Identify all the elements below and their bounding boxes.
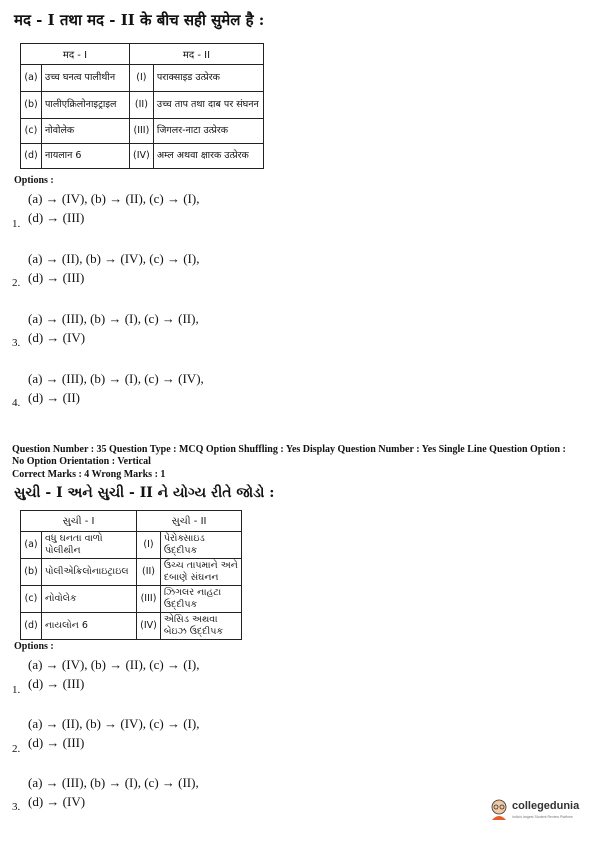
q2-match-table [20,510,242,640]
q2-option-2-line2[interactable]: (d) → (III) [28,735,85,750]
q1-option-4-line1[interactable]: (a) → (III), (b) → (I), (c) → (IV), [28,371,204,386]
q1-option-2-line2[interactable]: (d) → (III) [28,270,85,285]
collegedunia-logo [488,796,590,826]
q2-option-3-line1[interactable]: (a) → (III), (b) → (I), (c) → (II), [28,775,199,790]
q1-option-4-number: 4. [12,397,21,409]
q2-option-1-line1[interactable]: (a) → (IV), (b) → (II), (c) → (I), [28,657,200,672]
q2-col2-header: સુચી - II [137,511,242,532]
q1-option-1-line2[interactable]: (d) → (III) [28,210,85,225]
q1-option-3-line1[interactable]: (a) → (III), (b) → (I), (c) → (II), [28,311,199,326]
logo-tagline: India's largest Student Review Platform [512,815,573,819]
q1-option-3-number: 3. [12,337,21,349]
q1-option-2-line1[interactable]: (a) → (II), (b) → (IV), (c) → (I), [28,251,200,266]
q2-meta-line3: Correct Marks : 4 Wrong Marks : 1 [12,469,166,480]
q2-option-2-line1[interactable]: (a) → (II), (b) → (IV), (c) → (I), [28,716,200,731]
q2-heading: સુચી - I અને સુચી - II ને યોગ્ય રીતે જોડો : [14,485,275,501]
q2-option-3-number: 3. [12,801,21,813]
table-row: (a) વધુ ઘનતા વાળો પોલીથીન (I) પેરોક્સાઇડ ઉદ્દીપક [21,532,242,559]
q1-col2-header: मद - II [129,44,263,65]
table-row: (c) नोवोलेक (III) जिगलर-नाटा उत्प्रेरक [21,119,264,144]
q1-heading: मद - I तथा मद - II के बीच सही सुमेल है : [14,11,265,29]
q2-option-1-number: 1. [12,684,21,696]
table-row: (a) उच्च घनत्व पालीथीन (I) पराक्साइड उत्प्रेरक [21,65,264,92]
q2-option-1-line2[interactable]: (d) → (III) [28,676,85,691]
q1-option-3-line2[interactable]: (d) → (IV) [28,330,86,345]
q1-option-1-number: 1. [12,218,21,230]
q2-option-3-line2[interactable]: (d) → (IV) [28,794,86,809]
q2-col1-header: સુચી - I [21,511,137,532]
q1-col1-header: मद - I [21,44,130,65]
table-row: (c) નોવોલેક (III) ઝિગલર નાહટા ઉદ્દીપક [21,586,242,613]
q1-options-label: Options : [14,175,54,186]
logo-text: collegedunia [512,800,580,812]
table-row: (b) પોલીએક્રિલોનાઇટ્રાઇલ (II) ઉચ્ચ તાપમાને અને દબાણે સંઘનન [21,559,242,586]
mascot-icon [488,798,510,822]
q2-meta-line1: Question Number : 35 Question Type : MCQ Option Shuffling : Yes Display Question Number : Yes Single Line Question Option : [12,444,566,455]
q1-option-4-line2[interactable]: (d) → (II) [28,390,80,405]
q2-options-label: Options : [14,641,54,652]
q1-option-2-number: 2. [12,277,21,289]
table-row: (d) नायलान 6 (IV) अम्ल अथवा क्षारक उत्प्रेरक [21,144,264,169]
table-row: (d) નાયલોન 6 (IV) એસિડ અથવા બેઇઝ ઉદ્દીપક [21,613,242,640]
table-row: (b) पालीएक्रिलोनाइट्राइल (II) उच्च ताप तथा दाब पर संघनन [21,92,264,119]
q2-option-2-number: 2. [12,743,21,755]
q1-option-1-line1[interactable]: (a) → (IV), (b) → (II), (c) → (I), [28,191,200,206]
q1-match-table [20,43,264,169]
q2-meta-line2: No Option Orientation : Vertical [12,456,151,467]
